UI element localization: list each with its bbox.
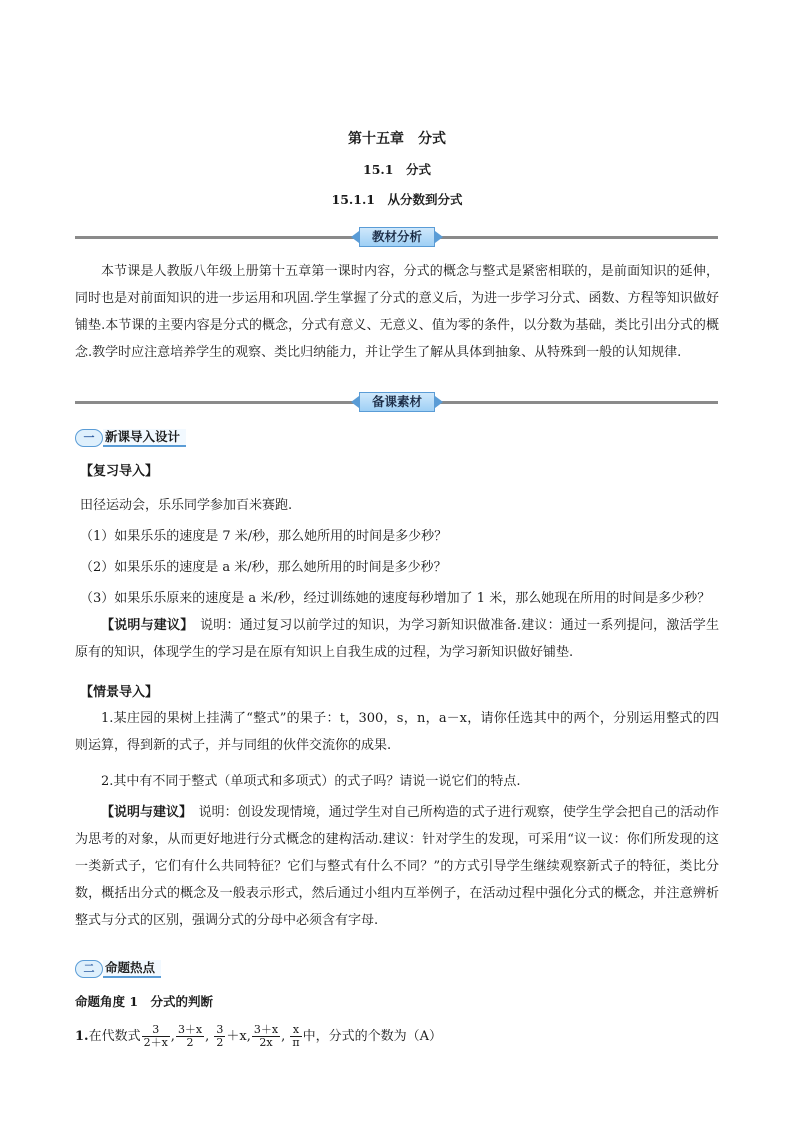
note-text: 说明：通过复习以前学过的知识，为学习新知识做准备.建议：通过一系列提问，激活学生原有的知识，体现学生的学习是在原有知识上自我生成的过程，为学习新知识做好铺垫. — [75, 618, 719, 660]
fraction-5: $\frac{x}{\pi}$ — [292, 1023, 300, 1049]
question-number: 1. — [75, 1029, 89, 1044]
scenario-item-1: 1.某庄园的果树上挂满了“整式”的果子：t，300，s，n，a－x，请你任选其中的两个，分别运用整式的四则运算，得到新的式子，并与同组的伙伴交流你的成果. — [75, 711, 719, 753]
question-suffix: 中，分式的个数为（A） — [302, 1029, 442, 1044]
question-1: 1.在代数式 $\frac{3}{2+x}$ , $\frac{3+x}{2}$ , $\frac{3}{2}$ ＋x, $\frac{3+x}{2x}$ , $\frac{x}{\pi}$ 中，分式的个数为（A） — [75, 1023, 442, 1049]
question-prefix: 在代数式 — [88, 1029, 141, 1044]
review-question-3: （3）如果乐乐原来的速度是 a 米/秒，经过训练她的速度每秒增加了 1 米，那么她现在所用的时间是多少秒？ — [80, 591, 711, 606]
fraction-1: $\frac{3}{2+x}$ — [143, 1023, 168, 1049]
review-note-paragraph — [75, 612, 719, 666]
banner-textbook-analysis — [75, 227, 718, 247]
note-tag: 【说明与建议】 — [101, 618, 187, 633]
banner-lesson-materials — [75, 392, 718, 412]
analysis-paragraph: 本节课是人教版八年级上册第十五章第一课时内容，分式的概念与整式是紧密相联的，是前面知识的延伸，同时也是对前面知识的进一步运用和巩固.学生掌握了分式的意义后，为进一步学习分式、函数、方程等知识做好铺垫.本节课的主要内容是分式的概念，分式有意义、无意义、值为零的条件，以分数为基础，类比引出分式的概念.教学时应注意培养学生的观察、类比归纳能力，并让学生了解从具体到抽象、从特殊到一般的认知规律. — [75, 264, 719, 360]
note-tag: 【说明与建议】 — [101, 805, 186, 820]
review-intro: 田径运动会，乐乐同学参加百米赛跑. — [80, 498, 293, 513]
chapter-title: 第十五章 分式 — [348, 131, 446, 147]
section-number-badge: 二 — [75, 960, 103, 978]
section-heading-intro-design — [75, 429, 186, 447]
scenario-note-paragraph — [75, 799, 719, 934]
section-heading-text: 新课导入设计 — [103, 429, 186, 447]
note-text: 说明：创设发现情境，通过学生对自己所构造的式子进行观察，使学生学会把自己的活动作为思考的对象，从而更好地进行分式概念的建构活动.建议：针对学生的发现，可采用“议一议：你们所发现的这一类新式子，它们有什么共同特征？它们与整式有什么不同？”的方式引导学生继续观察新式子的特征，类比分数，概括出分式的概念及一般表示形式，然后通过小组内互举例子，在活动过程中强化分式的概念，并注意辨析整式与分式的区别，强调分式的分母中必须含有字母. — [75, 805, 719, 928]
section-heading-hot-topics — [75, 960, 161, 978]
review-question-2: （2）如果乐乐的速度是 a 米/秒，那么她所用的时间是多少秒？ — [80, 560, 447, 575]
section-heading-text: 命题热点 — [103, 960, 161, 978]
subsection-title: 15.1.1 从分数到分式 — [331, 192, 463, 207]
scenario-item-2: 2.其中有不同于整式（单项式和多项式）的式子吗？请说一说它们的特点. — [101, 774, 521, 789]
review-title: 【复习导入】 — [80, 464, 159, 479]
banner-label: 备课素材 — [359, 392, 435, 412]
review-question-1: （1）如果乐乐的速度是 7 米/秒，那么她所用的时间是多少秒？ — [80, 529, 448, 544]
scenario-title: 【情景导入】 — [80, 685, 159, 700]
fraction-2: $\frac{3+x}{2}$ — [177, 1023, 203, 1049]
fraction-3: $\frac{3}{2}$ — [216, 1023, 224, 1049]
fraction-4: $\frac{3+x}{2x}$ — [253, 1023, 279, 1049]
section-title: 15.1 分式 — [363, 162, 431, 177]
section-number-badge: 一 — [75, 429, 103, 447]
banner-label: 教材分析 — [359, 227, 435, 247]
proposition-angle-title: 命题角度 1 分式的判断 — [75, 994, 214, 1009]
